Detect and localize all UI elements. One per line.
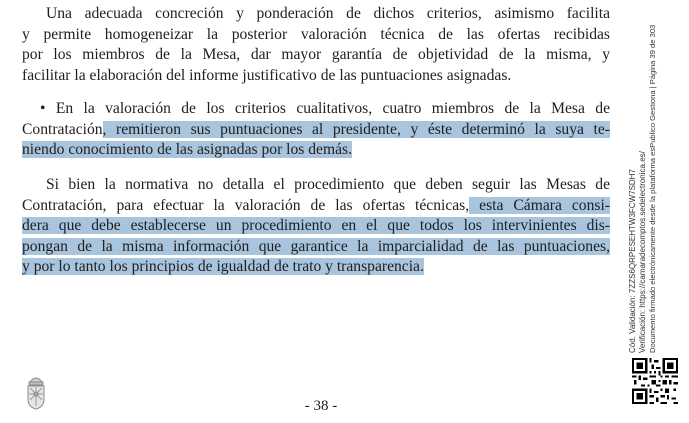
navarra-coat-of-arms-icon [24,373,48,411]
paragraph-line [22,216,610,237]
highlighted-text[interactable]: niendo conocimiento de las asignadas por los demás. [22,141,352,158]
paragraph-line: facilitar la elaboración del informe justificativo de las puntuaciones asignadas. [22,66,512,84]
validation-code: Cód. Validación: 7ZZS6QRPESEHTW3FCW7SDH7 [628,169,637,353]
paragraph-line [22,99,610,120]
paragraph-line: por los miembros de la Mesa, dar mayor garantía de objetividad de la misma, y [22,46,610,63]
paragraph-line: Si bien la normativa no detalla el procedimiento que deben seguir las Mesas de [46,176,610,193]
paragraph-text: Contratación [22,120,103,138]
qr-code-icon[interactable] [632,358,678,404]
highlighted-text[interactable]: y por lo tanto los principios de igualdad de trato y transparencia. [22,258,424,275]
paragraph-bullet-valuation [22,99,610,161]
paragraph-line [22,196,610,217]
bullet-icon: • [40,100,46,117]
paragraph-procedure [22,175,610,278]
verification-url[interactable]: Verificación: https://camaradecomptos.sedelectronica.es/ [638,151,647,353]
paragraph-text: En la valoración de los criterios cualitativos, cuatro miembros de la Mesa de [55,100,610,117]
page-number: - 38 - [304,398,338,414]
paragraph-line: Una adecuada concreción y ponderación de dichos criterios, asimismo facilita [46,5,610,22]
paragraph-text: Contratación, para efectuar la valoración de las ofertas técnicas, [22,196,470,214]
highlighted-text[interactable]: , remitieron sus puntuaciones al presidente, y éste determinó la suya te- [102,120,610,138]
highlighted-text[interactable]: pongan de la misma información que garantice la imparcialidad de las puntuaciones, [22,237,610,255]
paragraph-line [22,120,610,141]
highlighted-text[interactable]: dera que debe establecerse un procedimiento en el que todos los intervinientes dis- [22,217,610,234]
highlighted-text[interactable]: esta Cámara consi- [469,196,610,214]
paragraph-line: y permite homogeneizar la posterior valoración técnica de las ofertas recibidas [22,25,610,43]
paragraph-line [22,237,610,258]
paragraph-criteria [22,4,610,86]
paragraph-line [22,257,610,278]
validation-sidebar [628,4,688,354]
paragraph-line [22,140,610,161]
signature-note: Documento firmado electrónicamente desde la plataforma esPublico Gestiona | Página 39 de 303 [648,24,657,353]
